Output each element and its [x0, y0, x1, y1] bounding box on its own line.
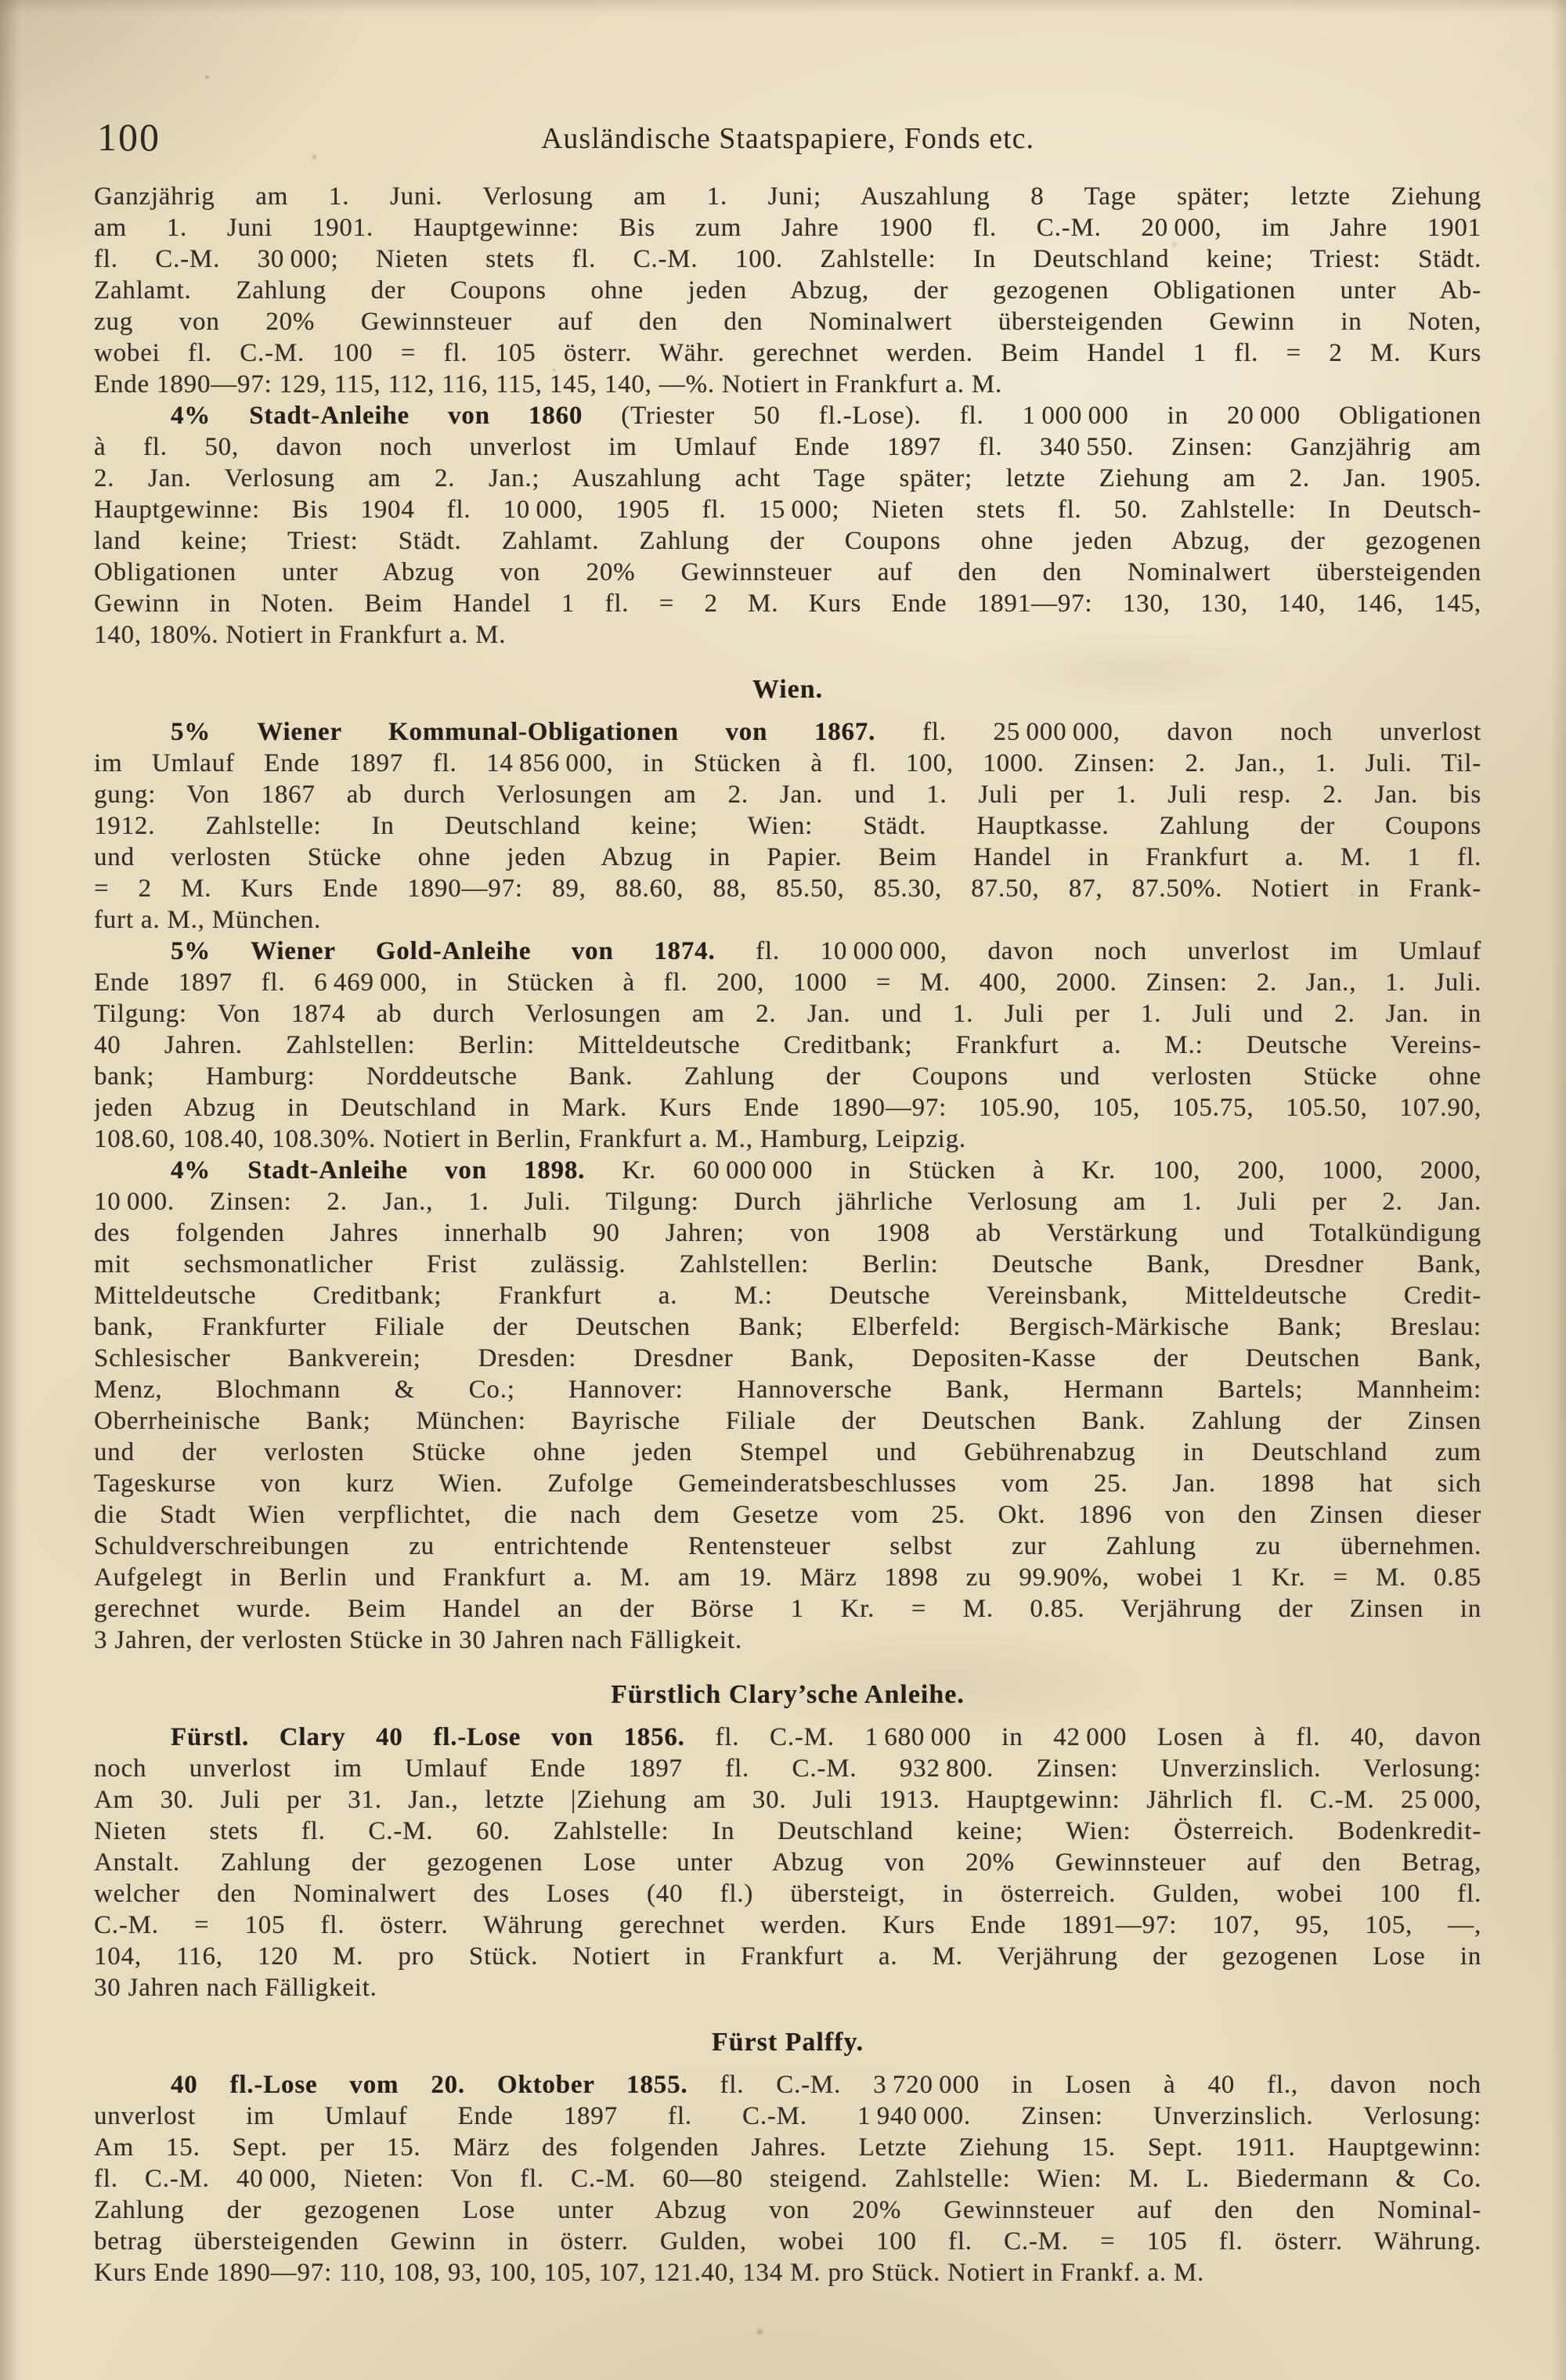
text-line: fl. C.-M. 40 000, Nieten: Von fl. C.-M. 60—80 steigend. Zahlstelle: Wien: M. L. Biedermann & Co.: [94, 2165, 1481, 2193]
text-line: Oberrheinische Bank; München: Bayrische Filiale der Deutschen Bank. Zahlung der Zinsen: [94, 1407, 1481, 1435]
text-line: bank; Hamburg: Norddeutsche Bank. Zahlung der Coupons und verlosten Stücke ohne: [94, 1062, 1481, 1091]
text-line: die Stadt Wien verpflichtet, die nach dem Gesetze vom 25. Okt. 1896 von den Zinsen dieser: [94, 1501, 1481, 1529]
entry-text: (Triester 50 fl.-Lose). fl. 1 000 000 in 20 000 Obligationen: [583, 402, 1481, 430]
text-line: gerechnet wurde. Beim Handel an der Börse 1 Kr. = M. 0.85. Verjährung der Zinsen in: [94, 1595, 1481, 1623]
text-line: am 1. Juni 1901. Hauptgewinne: Bis zum Jahre 1900 fl. C.-M. 20 000, im Jahre 1901: [94, 214, 1481, 242]
paragraph: [94, 1155, 1481, 1656]
text-line: land keine; Triest: Städt. Zahlamt. Zahlung der Coupons ohne jeden Abzug, der gezogenen: [94, 527, 1481, 555]
text-line: = 2 M. Kurs Ende 1890—97: 89, 88.60, 88, 85.50, 85.30, 87.50, 87, 87.50%. Notiert in Frank-: [94, 874, 1481, 903]
text-line: C.-M. = 105 fl. österr. Währung gerechnet werden. Kurs Ende 1891—97: 107, 95, 105, —,: [94, 1911, 1481, 1939]
text-line: Mitteldeutsche Creditbank; Frankfurt a. M.: Deutsche Vereinsbank, Mitteldeutsche Credit-: [94, 1282, 1481, 1310]
text-line: betrag übersteigenden Gewinn in österr. Gulden, wobei 100 fl. C.-M. = 105 fl. österr. Währung.: [94, 2227, 1481, 2256]
text-line: 140, 180%. Notiert in Frankfurt a. M.: [94, 621, 507, 649]
text-line: und verlosten Stücke ohne jeden Abzug in Papier. Beim Handel in Frankfurt a. M. 1 fl.: [94, 843, 1481, 871]
text-line: Ganzjährig am 1. Juni. Verlosung am 1. Juni; Auszahlung 8 Tage später; letzte Ziehung: [94, 182, 1481, 211]
text-line: [94, 2069, 1481, 2101]
text-line: Schlesischer Bankverein; Dresden: Dresdner Bank, Depositen-Kasse der Deutschen Bank,: [94, 1344, 1481, 1372]
section-heading: Fürstlich Clary’sche Anleihe.: [611, 1680, 965, 1709]
entry-text: fl. 25 000 000, davon noch unverlost: [875, 718, 1481, 746]
text-line: [94, 716, 1481, 748]
text-line: 1912. Zahlstelle: In Deutschland keine; Wien: Städt. Hauptkasse. Zahlung der Coupons: [94, 812, 1481, 840]
text-line: Ende 1890—97: 129, 115, 112, 116, 115, 145, 140, —%. Notiert in Frankfurt a. M.: [94, 370, 1003, 398]
text-line: Kurs Ende 1890—97: 110, 108, 93, 100, 105, 107, 121.40, 134 M. pro Stück. Notiert in Frankf. a. M.: [94, 2259, 1205, 2287]
entry-text: fl. C.-M. 1 680 000 in 42 000 Losen à fl. 40, davon: [684, 1723, 1481, 1751]
text-line: 30 Jahren nach Fälligkeit.: [94, 1974, 377, 2002]
text-line: [94, 1722, 1481, 1753]
text-line: Zahlung der gezogenen Lose unter Abzug von 20% Gewinnsteuer auf den den Nominal-: [94, 2196, 1481, 2224]
entry-title: Fürstl. Clary 40 fl.-Lose von 1856.: [171, 1723, 685, 1751]
text-line: Tilgung: Von 1874 ab durch Verlosungen am 2. Jan. und 1. Juli per 1. Juli und 2. Jan. in: [94, 1000, 1481, 1028]
text-line: Am 15. Sept. per 15. März des folgenden Jahres. Letzte Ziehung 15. Sept. 1911. Hauptgewinn:: [94, 2133, 1481, 2162]
entry-text: Kr. 60 000 000 in Stücken à Kr. 100, 200, 1000, 2000,: [585, 1156, 1481, 1185]
paragraph: [94, 181, 1481, 400]
text-block: [94, 181, 1481, 2288]
text-line: Zahlamt. Zahlung der Coupons ohne jeden Abzug, der gezogenen Obligationen unter Ab-: [94, 276, 1481, 305]
entry-text: fl. 10 000 000, davon noch unverlost im Umlauf: [715, 937, 1481, 965]
text-line: unverlost im Umlauf Ende 1897 fl. C.-M. 1 940 000. Zinsen: Unverzinslich. Verlosung:: [94, 2102, 1481, 2130]
paragraph: [94, 1722, 1481, 2003]
entry-title: 5% Wiener Kommunal-Obligationen von 1867.: [171, 718, 876, 746]
text-line: noch unverlost im Umlauf Ende 1897 fl. C.-M. 932 800. Zinsen: Unverzinslich. Verlosung:: [94, 1754, 1481, 1783]
text-line: jeden Abzug in Deutschland in Mark. Kurs Ende 1890—97: 105.90, 105, 105.75, 105.50, 107.90,: [94, 1094, 1481, 1122]
text-line: 3 Jahren, der verlosten Stücke in 30 Jahren nach Fälligkeit.: [94, 1626, 742, 1654]
entry-title: 5% Wiener Gold-Anleihe von 1874.: [171, 937, 716, 965]
text-line: mit sechsmonatlicher Frist zulässig. Zahlstellen: Berlin: Deutsche Bank, Dresdner Bank,: [94, 1250, 1481, 1278]
running-title: Ausländische Staatspapiere, Fonds etc.: [540, 122, 1035, 155]
text-line: à fl. 50, davon noch unverlost im Umlauf Ende 1897 fl. 340 550. Zinsen: Ganzjährig am: [94, 433, 1481, 461]
text-line: [94, 1155, 1481, 1186]
text-line: Aufgelegt in Berlin und Frankfurt a. M. am 19. März 1898 zu 99.90%, wobei 1 Kr. = M. 0.85: [94, 1563, 1481, 1592]
page-header: [94, 100, 1481, 159]
text-line: Obligationen unter Abzug von 20% Gewinnsteuer auf den den Nominalwert übersteigenden: [94, 558, 1481, 586]
text-line: Schuldverschreibungen zu entrichtende Rentensteuer selbst zur Zahlung zu übernehmen.: [94, 1532, 1481, 1560]
paragraph: [94, 2069, 1481, 2288]
text-line: Am 30. Juli per 31. Jan., letzte |Ziehung am 30. Juli 1913. Hauptgewinn: Jährlich fl. C.-M. 25 000,: [94, 1786, 1481, 1814]
text-line: furt a. M., München.: [94, 906, 322, 934]
entry-title: 40 fl.-Lose vom 20. Oktober 1855.: [171, 2071, 688, 2099]
text-line: Menz, Blochmann & Co.; Hannover: Hannoversche Bank, Hermann Bartels; Mannheim:: [94, 1376, 1481, 1404]
entry-title: 4% Stadt-Anleihe von 1898.: [171, 1156, 586, 1185]
text-line: 10 000. Zinsen: 2. Jan., 1. Juli. Tilgung: Durch jährliche Verlosung am 1. Juli per 2. Jan.: [94, 1188, 1481, 1216]
text-line: Tageskurse von kurz Wien. Zufolge Gemeinderatsbeschlusses vom 25. Jan. 1898 hat sich: [94, 1469, 1481, 1498]
text-line: zug von 20% Gewinnsteuer auf den den Nominalwert übersteigenden Gewinn in Noten,: [94, 308, 1481, 336]
text-line: im Umlauf Ende 1897 fl. 14 856 000, in Stücken à fl. 100, 1000. Zinsen: 2. Jan., 1. Juli. Til-: [94, 749, 1481, 777]
text-line: 104, 116, 120 M. pro Stück. Notiert in Frankfurt a. M. Verjährung der gezogenen Lose in: [94, 1942, 1481, 1971]
text-line: und der verlosten Stücke ohne jeden Stempel und Gebührenabzug in Deutschland zum: [94, 1438, 1481, 1466]
entry-text: fl. C.-M. 3 720 000 in Losen à 40 fl., davon noch: [687, 2071, 1481, 2099]
paragraph: [94, 716, 1481, 936]
text-line: 108.60, 108.40, 108.30%. Notiert in Berlin, Frankfurt a. M., Hamburg, Leipzig.: [94, 1125, 966, 1153]
section-heading: Fürst Palffy.: [711, 2028, 864, 2057]
text-line: bank, Frankfurter Filiale der Deutschen Bank; Elberfeld: Bergisch-Märkische Bank; Breslau:: [94, 1313, 1481, 1341]
text-line: Nieten stets fl. C.-M. 60. Zahlstelle: In Deutschland keine; Wien: Österreich. Bodenkredit-: [94, 1817, 1481, 1845]
text-line: 2. Jan. Verlosung am 2. Jan.; Auszahlung acht Tage später; letzte Ziehung am 2. Jan. 1905.: [94, 464, 1481, 492]
text-line: [94, 936, 1481, 967]
paragraph: [94, 400, 1481, 651]
text-line: welcher den Nominalwert des Loses (40 fl.) übersteigt, in österreich. Gulden, wobei 100 fl.: [94, 1880, 1481, 1908]
page-number: 100: [97, 115, 161, 159]
paragraph: [94, 936, 1481, 1155]
text-line: gung: Von 1867 ab durch Verlosungen am 2. Jan. und 1. Juli per 1. Juli resp. 2. Jan. bis: [94, 781, 1481, 809]
text-line: Ende 1897 fl. 6 469 000, in Stücken à fl. 200, 1000 = M. 400, 2000. Zinsen: 2. Jan., 1. Juli.: [94, 968, 1481, 997]
text-line: Gewinn in Noten. Beim Handel 1 fl. = 2 M. Kurs Ende 1891—97: 130, 130, 140, 146, 145,: [94, 590, 1481, 618]
text-line: fl. C.-M. 30 000; Nieten stets fl. C.-M. 100. Zahlstelle: In Deutschland keine; Triest: Städt.: [94, 245, 1481, 273]
text-line: wobei fl. C.-M. 100 = fl. 105 österr. Währ. gerechnet werden. Beim Handel 1 fl. = 2 M. Kurs: [94, 339, 1481, 367]
text-line: 40 Jahren. Zahlstellen: Berlin: Mitteldeutsche Creditbank; Frankfurt a. M.: Deutsche Vereins-: [94, 1031, 1481, 1059]
text-line: Hauptgewinne: Bis 1904 fl. 10 000, 1905 fl. 15 000; Nieten stets fl. 50. Zahlstelle: In Deutsch-: [94, 496, 1481, 524]
text-line: [94, 400, 1481, 431]
text-line: Anstalt. Zahlung der gezogenen Lose unter Abzug von 20% Gewinnsteuer auf den Betrag,: [94, 1848, 1481, 1877]
section-heading: Wien.: [752, 675, 824, 704]
entry-title: 4% Stadt-Anleihe von 1860: [171, 402, 583, 430]
text-line: des folgenden Jahres innerhalb 90 Jahren; von 1908 ab Verstärkung und Totalkündigung: [94, 1219, 1481, 1247]
